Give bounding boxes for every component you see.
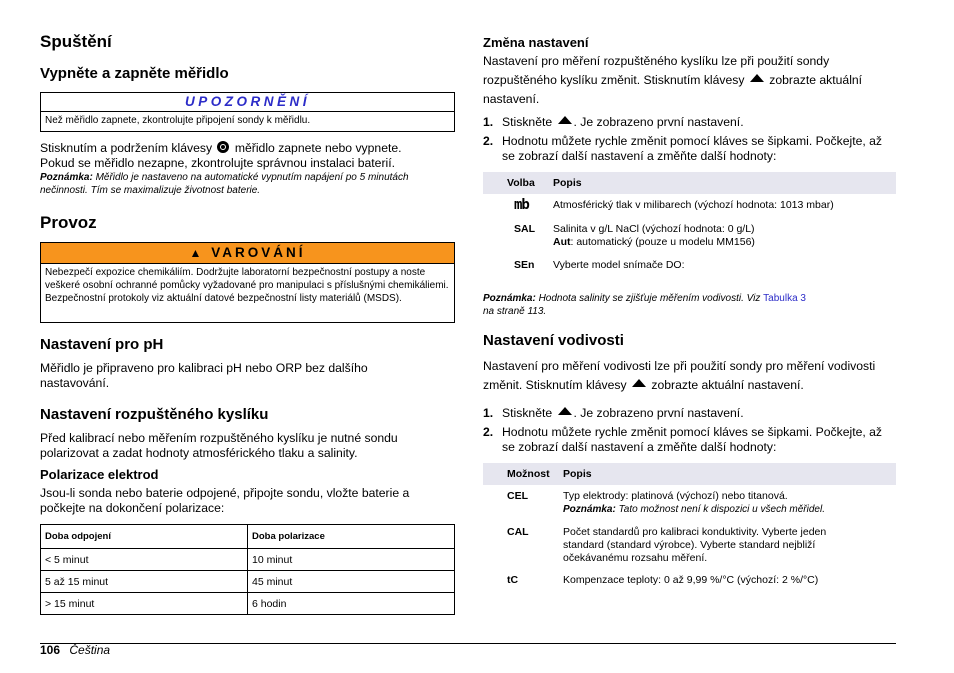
list-item: 1. Stiskněte . Je zobrazeno první nastavení. <box>483 115 744 129</box>
onoff-paragraph: Stisknutím a podržením klávesy měřidlo zapnete nebo vypnete. Pokud se měřidlo nezapne, zkontrolujte správnou instalaci baterií. <box>40 141 402 170</box>
note-salinity: Poznámka: Hodnota salinity se zjišťuje měřením vodivosti. Viz Tabulka 3 na straně 113. <box>483 293 806 317</box>
list-item: 2. Hodnotu můžete rychle změnit pomocí kláves se šipkami. Počkejte, až se zobrazí další nastavení a změňte další hodnoty: <box>483 425 883 454</box>
table-row: < 5 minut 10 minut <box>41 549 455 571</box>
power-key-icon <box>217 141 229 153</box>
mbar-segment-symbol: mb <box>514 197 529 213</box>
table-row: > 15 minut 6 hodin <box>41 593 455 615</box>
warning-header: ▲ VAROVÁNÍ <box>41 243 454 264</box>
footer-rule <box>40 643 896 644</box>
steps-do <box>483 115 896 164</box>
conductivity-options-table: Možnost Popis CEL Typ elektrody: platinová (výchozí) nebo titanová. Poznámka: Tato možnost není k dispozici u všech měřidel. CAL Počet standardů pro kalibraci konduktivity. Vyberte jeden standard (standard výrobce). Vyberte standard nejbliží očekávanému rozsahu měření. tC Kompenzace teploty: 0 až 9,99 %/°C (výchozí: 2 %/°C) <box>483 463 896 593</box>
do-text: Před kalibrací nebo měřením rozpuštěného kyslíku je nutné sondu polarizovat a zadat hodnoty atmosférického tlaku a salinity. <box>40 431 398 460</box>
change-settings-text: Nastavení pro měření rozpuštěného kyslíku lze při použití sondy rozpuštěného kyslíku změnit. Stisknutím klávesy zobrazte aktuální nastavení. <box>483 54 863 106</box>
warning-text: Nebezpečí expozice chemikáliím. Dodržujte laboratorní bezpečnostní postupy a noste veškeré osobní ochranné pomůcky vyžadované pro manipulaci s příslušnými chemikáliemi. Bezpečnostní protokoly viz aktuální datové bezpečnostní listy materiálů (MSDS). <box>45 267 449 304</box>
page-number: 106 <box>40 643 61 657</box>
ph-text: Měřidlo je připraveno pro kalibraci pH nebo ORP bez dalšího nastavování. <box>40 361 368 390</box>
warning-box <box>40 242 455 323</box>
heading-change-settings: Změna nastavení <box>483 35 589 50</box>
conductivity-text: Nastavení pro měření vodivosti lze při použití sondy pro měření vodivosti změnit. Stisknutím klávesy zobrazte aktuální nastavení. <box>483 359 876 392</box>
heading-conductivity: Nastavení vodivosti <box>483 332 624 349</box>
polarization-table <box>40 524 455 615</box>
list-item: 2. Hodnotu můžete rychle změnit pomocí kláves se šipkami. Počkejte, až se zobrazí další nastavení a změňte další hodnoty: <box>483 134 883 163</box>
caution-box <box>40 92 455 132</box>
table-header-row: Volba Popis <box>483 172 896 194</box>
polarization-text: Jsou-li sonda nebo baterie odpojené, připojte sondu, vložte baterie a počkejte na dokončení polarizace: <box>40 486 410 515</box>
caution-title: UPOZORNĚNÍ <box>41 93 454 112</box>
heading-operation: Provoz <box>40 213 97 232</box>
footer-language: Čeština <box>69 643 111 657</box>
steps-conductivity <box>483 406 896 455</box>
up-arrow-key-icon <box>750 74 764 82</box>
heading-polarization: Polarizace elektrod <box>40 467 159 482</box>
table-row: 5 až 15 minut 45 minut <box>41 571 455 593</box>
footer <box>40 643 110 657</box>
heading-on-off: Vypněte a zapněte měřidlo <box>40 65 229 82</box>
table-header-row: Možnost Popis <box>483 463 896 485</box>
warning-triangle-icon: ▲ <box>189 246 205 260</box>
do-options-table: Volba Popis mb Atmosférický tlak v milibarech (výchozí hodnota: 1013 mbar) SAL Salinita v g/L NaCl (výchozí hodnota: 0 g/L) Aut: automatický (pouze u modelu MM156) SEn Vyberte model snímače DO: <box>483 172 896 288</box>
table-3-link[interactable]: Tabulka 3 <box>763 293 806 304</box>
up-arrow-key-icon <box>632 379 646 387</box>
table-header: Doba polarizace <box>248 525 455 549</box>
up-arrow-key-icon <box>558 116 572 124</box>
heading-do: Nastavení rozpuštěného kyslíku <box>40 406 269 423</box>
heading-start: Spuštění <box>40 32 112 51</box>
table-header: Doba odpojení <box>41 525 248 549</box>
caution-text: Než měřidlo zapnete, zkontrolujte připojení sondy k měřidlu. <box>45 115 311 126</box>
list-item: 1. Stiskněte . Je zobrazeno první nastavení. <box>483 406 744 420</box>
note-auto-off: Poznámka: Měřidlo je nastaveno na automatické vypnutím napájení po 5 minutách nečinnosti. Tím se maximalizuje životnost baterie. <box>40 172 409 196</box>
heading-ph: Nastavení pro pH <box>40 336 164 353</box>
up-arrow-key-icon <box>558 407 572 415</box>
